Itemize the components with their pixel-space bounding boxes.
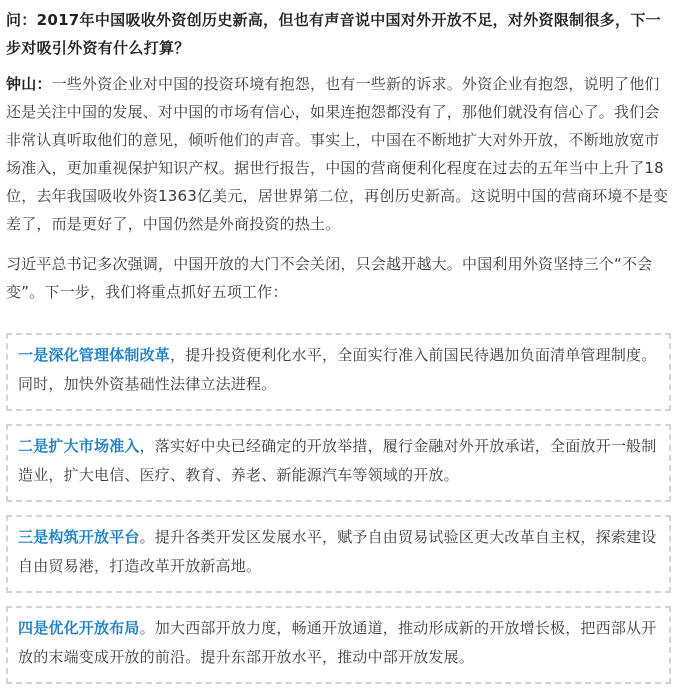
task-box-3 xyxy=(6,515,671,593)
task-lead-4: 四是优化开放布局 xyxy=(18,619,140,637)
task-lead-1: 一是深化管理体制改革 xyxy=(18,346,171,364)
task-lead-3: 三是构筑开放平台 xyxy=(18,528,140,546)
interview-question: 问：2017年中国吸收外资创历史新高，但也有声音说中国对外开放不足，对外资限制很多，下一步对吸引外资有什么打算？ xyxy=(6,11,661,57)
interview-answer xyxy=(6,70,671,238)
task-box-2 xyxy=(6,424,671,502)
task-text-4: 。加大西部开放力度，畅通开放通道，推动形成新的开放增长极，把西部从开放的末端变成开放的前沿。提升东部开放水平，推动中部开放发展。 xyxy=(18,619,657,666)
task-lead-2: 二是扩大市场准入 xyxy=(18,437,140,455)
answer-text: 一些外资企业对中国的投资环境有抱怨，也有一些新的诉求。外资企业有抱怨，说明了他们还是关注中国的发展、对中国的市场有信心，如果连抱怨都没有了，那他们就没有信心了。我们会非常认真听取他们的意见，倾听他们的声音。事实上，中国在不断地扩大对外开放，不断地放宽市场准入，更加重视保护知识产权。据世行报告，中国的营商便利化程度在过去的五年当中上升了18位，去年我国吸收外资1363亿美元，居世界第二位，再创历史新高。这说明中国的营商环境不是变差了，而是更好了，中国仍然是外商投资的热土。 xyxy=(6,75,669,233)
task-box-4 xyxy=(6,606,671,684)
answer-speaker: 钟山： xyxy=(6,75,52,93)
task-text-3: 。提升各类开发区发展水平，赋予自由贸易试验区更大改革自主权，探索建设自由贸易港，打造改革开放新高地。 xyxy=(18,528,657,575)
task-box-1 xyxy=(6,333,671,411)
task-text-2: ，落实好中央已经确定的开放举措，履行金融对外开放承诺，全面放开一般制造业，扩大电信、医疗、教育、养老、新能源汽车等领域的开放。 xyxy=(18,437,657,484)
task-text-1: ，提升投资便利化水平，全面实行准入前国民待遇加负面清单管理制度。同时，加快外资基础性法律立法进程。 xyxy=(18,346,657,393)
policy-paragraph: 习近平总书记多次强调，中国开放的大门不会关闭，只会越开越大。中国利用外资坚持三个“不会变”。下一步，我们将重点抓好五项工作： xyxy=(6,255,653,301)
